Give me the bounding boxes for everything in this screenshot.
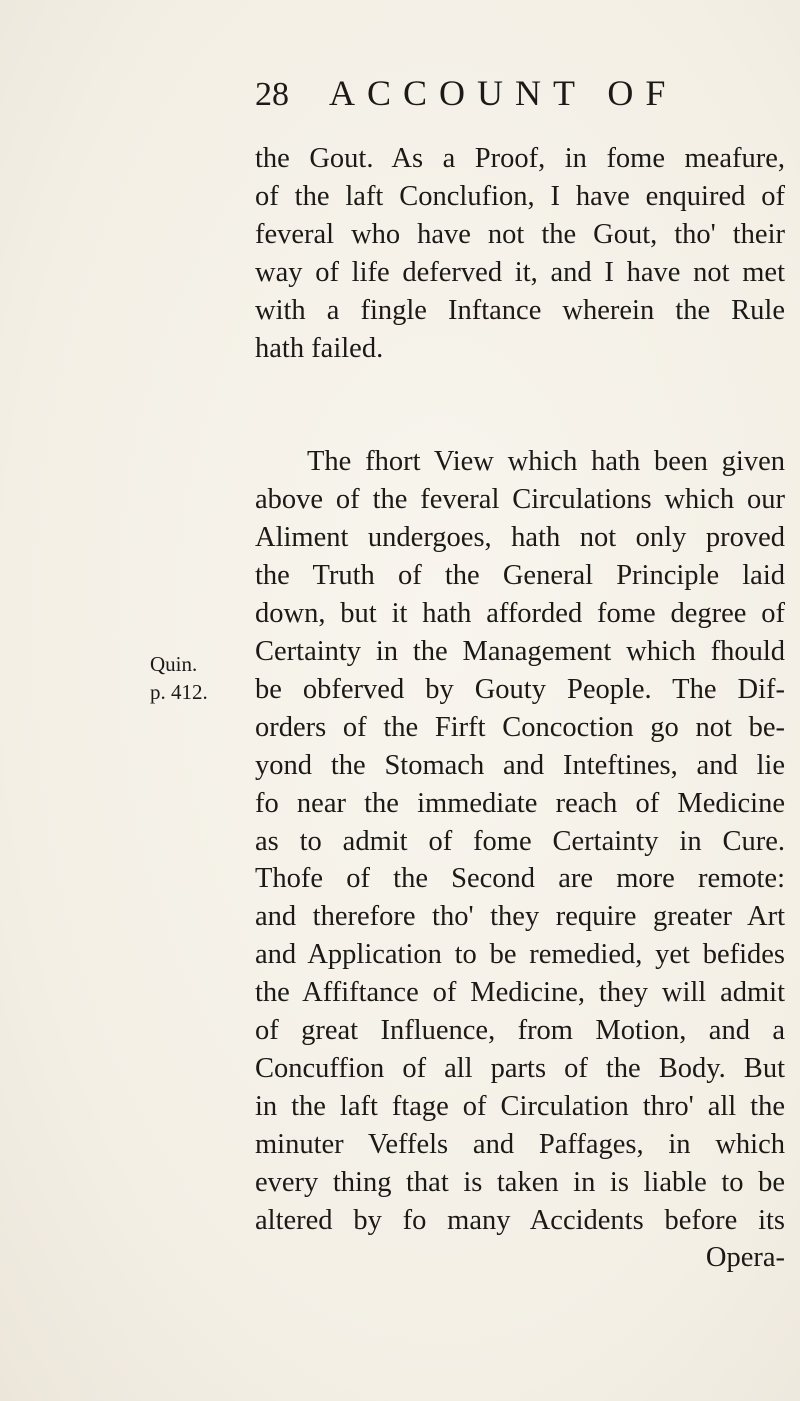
paragraph-gap (255, 367, 785, 443)
text-line: as to admit of fome Certainty in Cure. (255, 825, 785, 857)
text-line: and therefore tho' they require greater Art (255, 901, 785, 933)
text-line: the Affiftance of Medicine, they will admit (255, 977, 785, 1009)
text-line: in the laft ftage of Circulation thro' all the (255, 1090, 785, 1122)
text-line: down, but it hath afforded fome degree of (255, 598, 785, 630)
text-line: be obferved by Gouty People. The Dif- (255, 673, 785, 705)
margin-note (150, 650, 208, 706)
text-line: Concuffion of all parts of the Body. But (255, 1052, 785, 1084)
text-line: of the laft Conclufion, I have enquired of (255, 180, 785, 212)
text-line: altered by fo many Accidents before its (255, 1204, 785, 1236)
margin-note-page-ref: p. 412. (150, 680, 208, 704)
page-header (255, 72, 677, 128)
paragraph-1 (255, 140, 785, 367)
text-line: The fhort View which hath been given (307, 446, 785, 478)
text-line: every thing that is taken in is liable to be (255, 1166, 785, 1198)
running-head: ACCOUNT OF (329, 73, 678, 113)
text-line: of great Influence, from Motion, and a (255, 1015, 785, 1047)
text-line: the Gout. As a Proof, in fome meafure, (255, 143, 785, 174)
text-line: minuter Veffels and Paffages, in which (255, 1128, 785, 1160)
text-line: and Application to be remedied, yet befides (255, 939, 785, 971)
text-line: yond the Stomach and Inteftines, and lie (255, 749, 785, 781)
text-line: above of the feveral Circulations which our (255, 484, 785, 516)
text-line: the Truth of the General Principle laid (255, 560, 785, 592)
text-line: fo near the immediate reach of Medicine (255, 787, 785, 819)
text-line: with a fingle Inftance wherein the Rule (255, 294, 785, 326)
text-line: orders of the Firft Concoction go not be- (255, 711, 785, 743)
paragraph-2 (255, 443, 785, 1277)
text-line: way of life deferved it, and I have not met (255, 256, 785, 288)
body-text (255, 140, 785, 1277)
text-line: hath failed. (255, 332, 384, 364)
text-line: feveral who have not the Gout, tho' their (255, 218, 785, 250)
page-number: 28 (255, 76, 289, 113)
text-line: Thofe of the Second are more remote: (255, 863, 785, 895)
margin-note-author: Quin. (150, 652, 198, 676)
catchword: Opera- (705, 1242, 785, 1274)
text-line: Certainty in the Management which fhould (255, 635, 785, 667)
text-line: Aliment undergoes, hath not only proved (255, 522, 785, 554)
